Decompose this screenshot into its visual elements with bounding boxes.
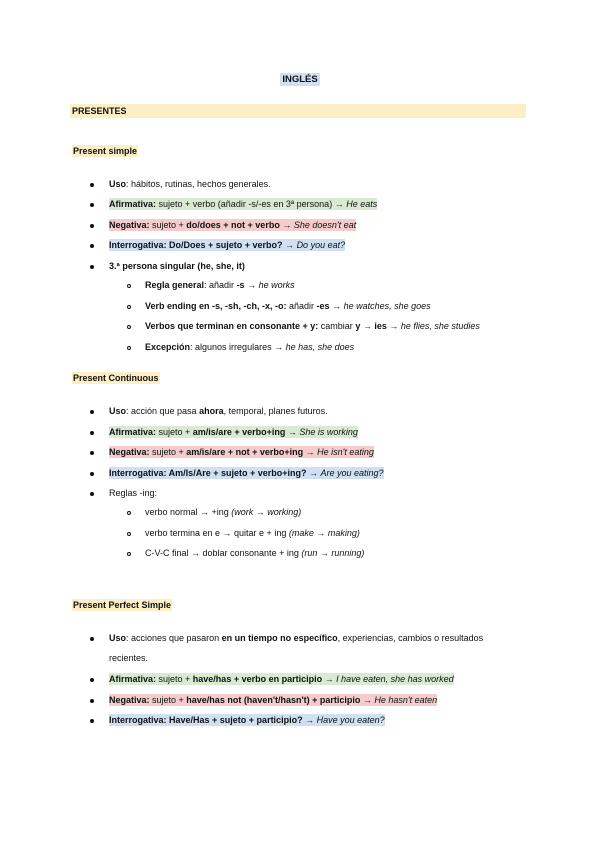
bullet — [90, 699, 94, 703]
bullet — [90, 637, 94, 641]
bullet — [90, 265, 94, 269]
bullet — [90, 244, 94, 248]
heading-present-continuous: Present Continuous — [73, 373, 159, 383]
pc-negativa: Negativa: sujeto + am/is/are + not + verbo+ing → He isn't eating — [109, 447, 374, 457]
pc-interrogativa: Interrogativa: Am/Is/Are + sujeto + verbo+ing? → Are you eating? — [109, 468, 384, 478]
pps-afirmativa: Afirmativa: sujeto + have/has + verbo en participio → I have eaten, she has worked — [109, 674, 454, 684]
bullet — [90, 410, 94, 414]
bullet — [90, 678, 94, 682]
pc-reglas-ing: Reglas -ing: — [109, 488, 158, 498]
ps-uso: Uso: hábitos, rutinas, hechos generales. — [109, 179, 271, 189]
ps-excepcion: Excepción: algunos irregulares → he has, she does — [145, 342, 355, 352]
ps-regla-ies: Verbos que terminan en consonante + y: cambiar y → ies → he flies, she studies — [145, 321, 480, 331]
sub-bullet — [127, 511, 131, 515]
pps-uso: Uso: acciones que pasaron en un tiempo no específico, experiencias, cambios o resultados — [109, 633, 484, 643]
pc-regla-2: verbo termina en e → quitar e + ing (make → making) — [145, 528, 360, 538]
bullet — [90, 492, 94, 496]
ps-regla-general: Regla general: añadir -s → he works — [145, 280, 295, 290]
bullet — [90, 451, 94, 455]
pps-uso-continuation: recientes. — [109, 653, 149, 663]
section-band-presentes: PRESENTES — [70, 104, 526, 118]
ps-tercera-persona: 3.ª persona singular (he, she, it) — [109, 261, 245, 271]
ps-afirmativa: Afirmativa: sujeto + verbo (añadir -s/-es en 3ª persona) → He eats — [109, 199, 378, 209]
pc-afirmativa: Afirmativa: sujeto + am/is/are + verbo+ing → She is working — [109, 427, 358, 437]
pps-interrogativa: Interrogativa: Have/Has + sujeto + participio? → Have you eaten? — [109, 715, 385, 725]
pc-regla-3: C-V-C final → doblar consonante + ing (run → running) — [145, 548, 365, 558]
sub-bullet — [127, 325, 131, 329]
bullet — [90, 224, 94, 228]
sub-bullet — [127, 532, 131, 536]
pps-negativa: Negativa: sujeto + have/has not (haven't/hasn't) + participio → He hasn't eaten — [109, 695, 438, 705]
sub-bullet — [127, 284, 131, 288]
bullet — [90, 183, 94, 187]
heading-present-simple: Present simple — [73, 146, 138, 156]
sub-bullet — [127, 346, 131, 350]
ps-negativa: Negativa: sujeto + do/does + not + verbo → She doesn't eat — [109, 220, 357, 230]
document-title: INGLÉS — [282, 74, 318, 85]
pc-regla-1: verbo normal → +ing (work → working) — [145, 507, 302, 517]
sub-bullet — [127, 552, 131, 556]
bullet — [90, 431, 94, 435]
bullet — [90, 472, 94, 476]
ps-regla-es: Verb ending en -s, -sh, -ch, -x, -o: añadir -es → he watches, she goes — [145, 301, 431, 311]
pc-uso: Uso: acción que pasa ahora, temporal, planes futuros. — [109, 406, 328, 416]
sub-bullet — [127, 305, 131, 309]
bullet — [90, 719, 94, 723]
heading-present-perfect-simple: Present Perfect Simple — [73, 600, 172, 610]
bullet — [90, 203, 94, 207]
ps-interrogativa: Interrogativa: Do/Does + sujeto + verbo? → Do you eat? — [109, 240, 346, 250]
